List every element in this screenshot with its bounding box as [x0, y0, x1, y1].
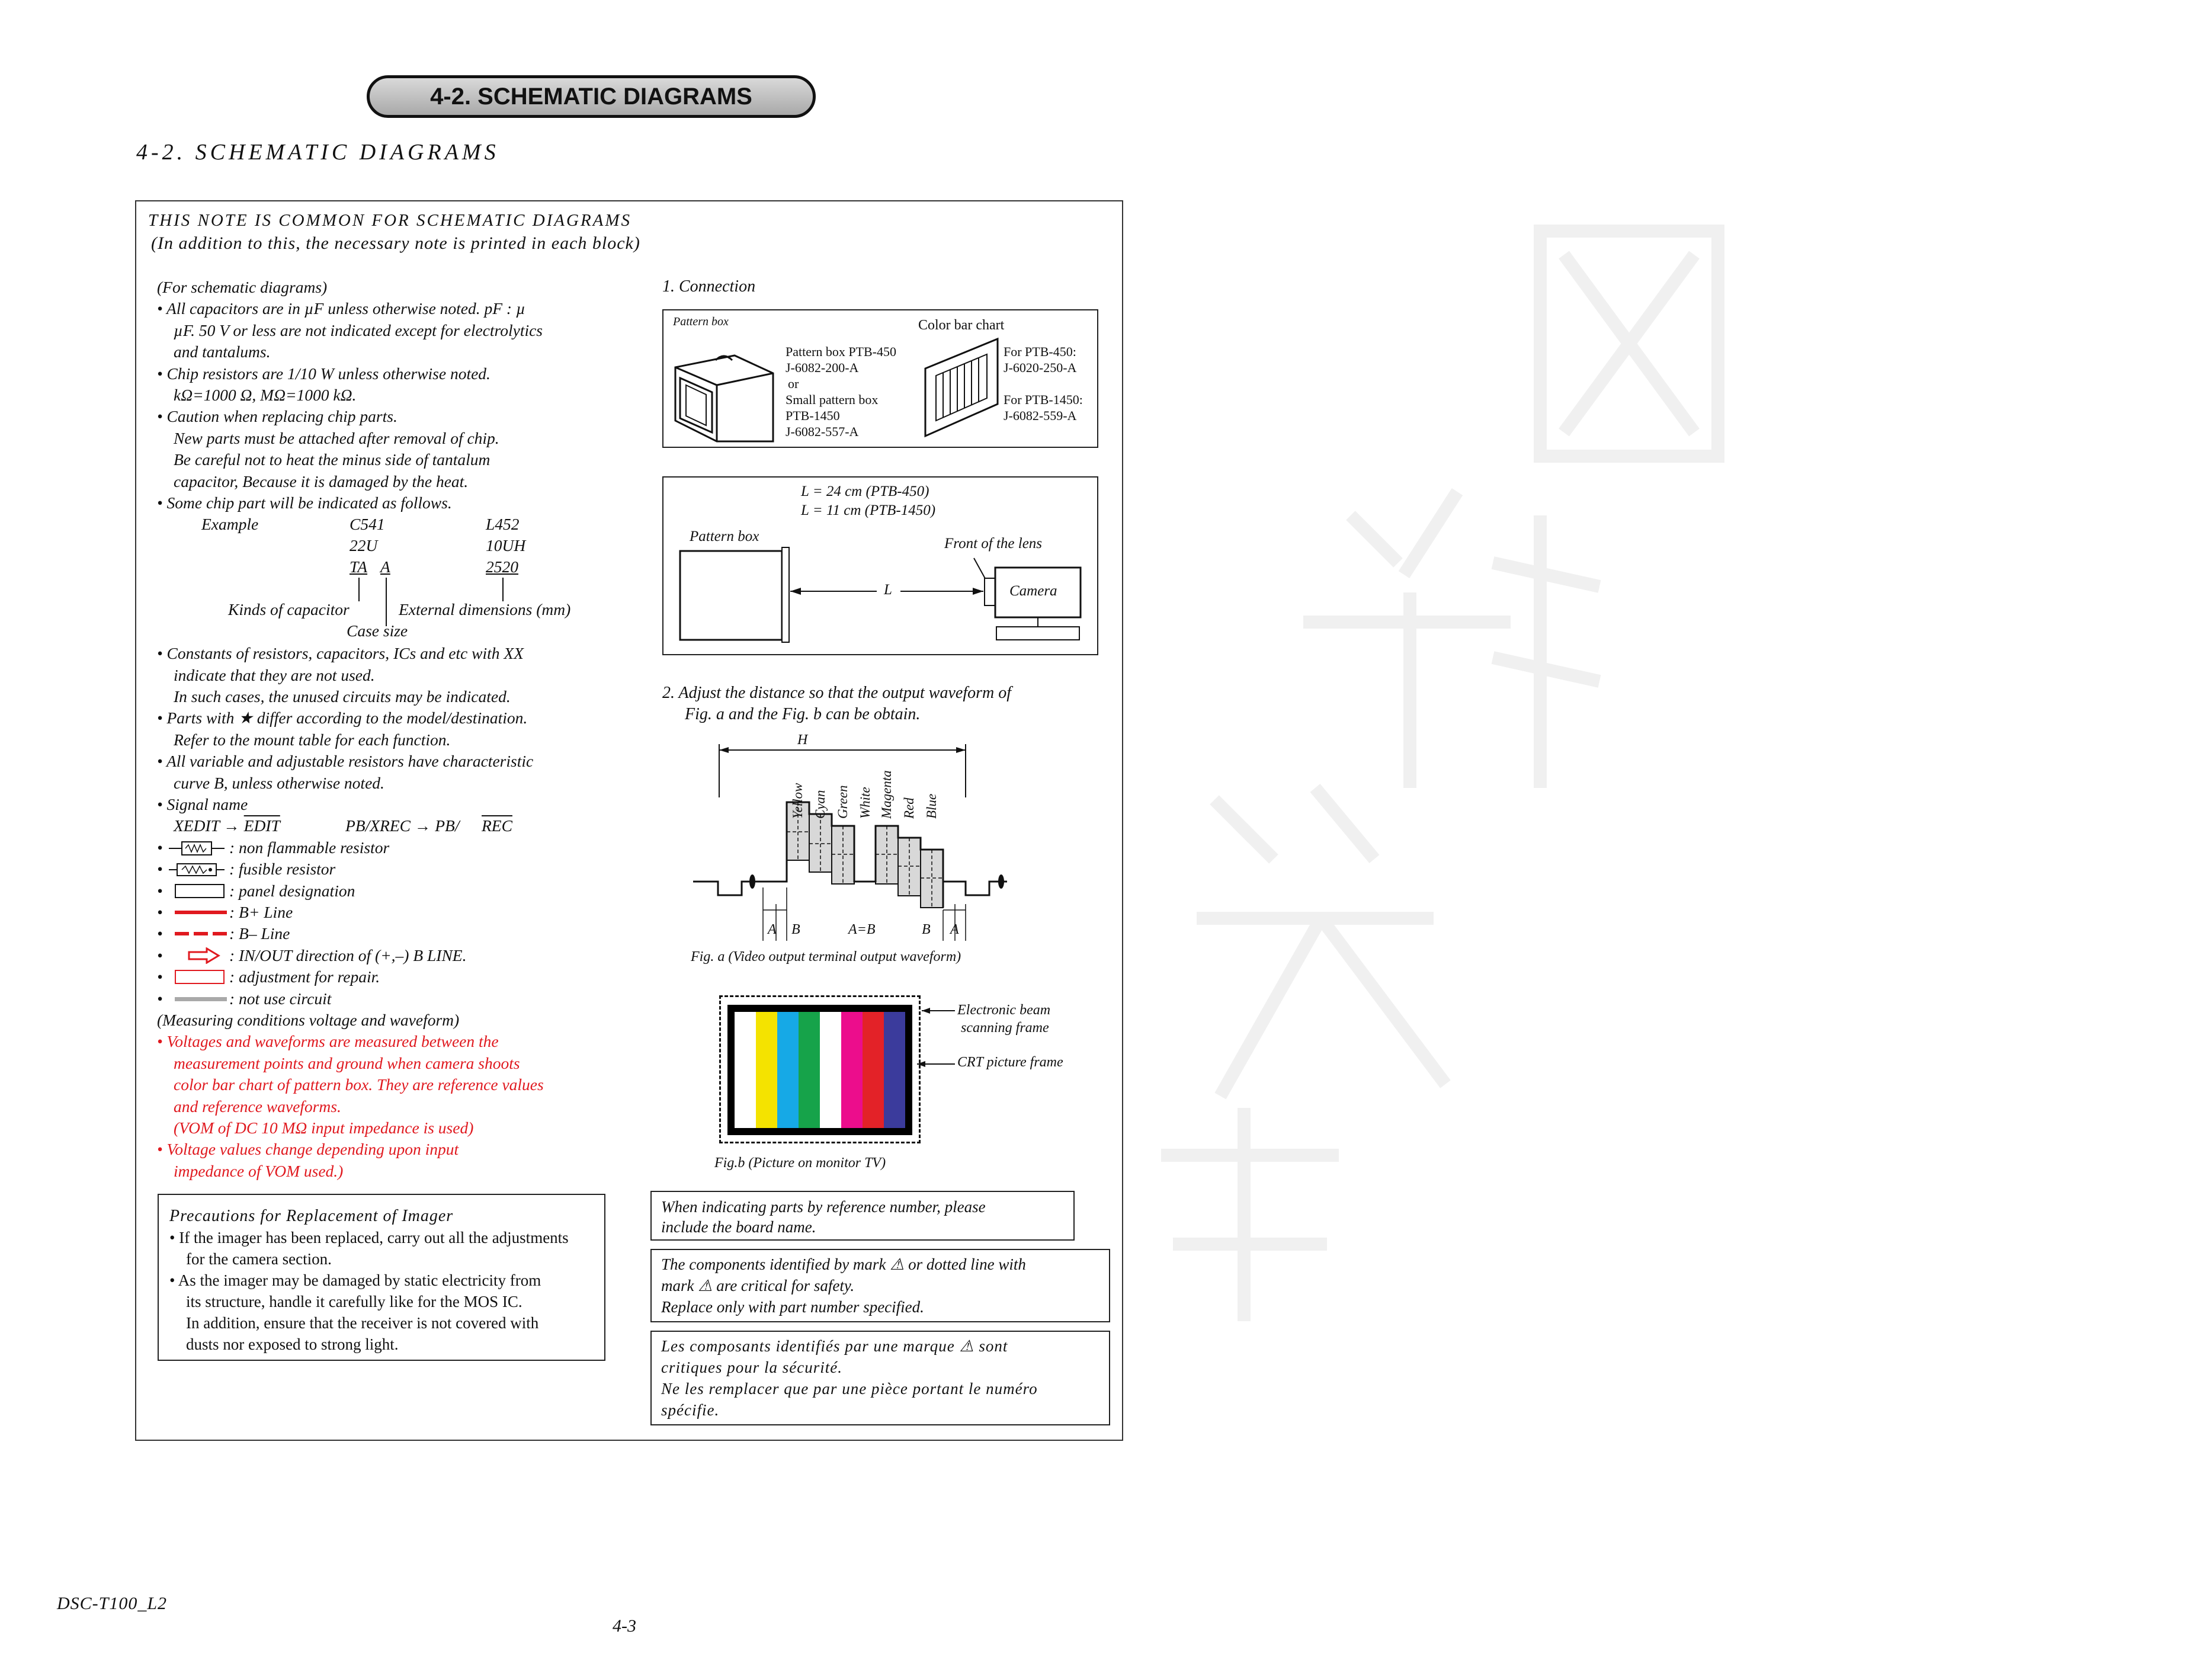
note-line: • Parts with ★ differ according to the model/destination. — [157, 709, 528, 728]
common-note-subheading: (In addition to this, the necessary note is printed in each block) — [151, 233, 640, 253]
precaution-line: • If the imager has been replaced, carry out all the adjustments — [169, 1229, 569, 1247]
note-line: Be careful not to heat the minus side of tantalum — [174, 450, 491, 469]
waveform-A-eq-B: A=B — [848, 922, 876, 937]
legend-fusible: • : fusible resistor — [157, 858, 607, 880]
not-use-line-icon — [175, 997, 227, 1001]
waveform-H-label: H — [797, 732, 808, 748]
adjustment-box-icon — [175, 970, 225, 984]
measuring-conditions-title: (Measuring conditions voltage and waveform) — [157, 1010, 460, 1029]
fig-b-caption: Fig.b (Picture on monitor TV) — [714, 1155, 886, 1171]
waveform-B-left: B — [791, 922, 800, 937]
waveform-color-label: Magenta — [879, 770, 894, 819]
safety-note-french — [650, 1331, 1110, 1425]
nonflammable-resistor-icon — [169, 841, 225, 856]
bplus-line-icon — [175, 911, 227, 914]
pattern-box-icon — [669, 332, 782, 444]
inout-arrow-icon — [187, 947, 222, 964]
waveform-color-label: White — [858, 787, 873, 819]
color-bar-line: J-6020-250-A — [1004, 360, 1077, 375]
example-2520: 2520 — [486, 557, 518, 576]
color-stripe — [884, 1012, 905, 1128]
common-note-heading: THIS NOTE IS COMMON FOR SCHEMATIC DIAGRAMS — [148, 211, 632, 230]
red-note-line: color bar chart of pattern box. They are reference values — [174, 1075, 544, 1094]
waveform-A-left: A — [768, 922, 777, 937]
beam-frame-line: Electronic beam — [957, 1002, 1051, 1018]
color-bar-caption: Color bar chart — [918, 318, 1005, 333]
color-stripe — [799, 1012, 820, 1128]
note-line: Replace only with part number specified. — [661, 1298, 924, 1316]
signal-edit-bar: EDIT — [243, 816, 280, 835]
pattern-box-line: J-6082-200-A — [786, 360, 859, 375]
color-bar-line: For PTB-450: — [1004, 344, 1076, 359]
connection-heading: 1. Connection — [662, 277, 756, 296]
chip-part-example — [157, 514, 607, 643]
red-note-line: • Voltages and waveforms are measured between the — [157, 1032, 499, 1051]
color-stripe — [735, 1012, 756, 1128]
note-line: • All capacitors are in µF unless otherwise noted. pF : µ — [157, 299, 525, 318]
distance-L-label: L — [884, 582, 892, 598]
waveform-color-label: Blue — [924, 793, 939, 819]
pattern-box-line: J-6082-557-A — [786, 424, 859, 439]
waveform-color-label: Green — [835, 785, 850, 819]
safety-note-english — [650, 1249, 1110, 1322]
waveform-B-right: B — [922, 922, 931, 937]
waveform-color-labels — [784, 754, 962, 825]
adjust-step-line2: Fig. a and the Fig. b can be obtain. — [685, 705, 921, 723]
legend-text: : B– Line — [229, 924, 290, 943]
note-line: • Signal name — [157, 795, 248, 814]
example-22u: 22U — [350, 536, 378, 555]
pattern-box-models — [786, 344, 896, 440]
waveform-color-label: Yellow — [790, 783, 805, 819]
case-size-label: Case size — [347, 621, 408, 640]
note-line: include the board name. — [661, 1218, 816, 1236]
example-ta: TA — [350, 557, 368, 576]
precaution-line: for the camera section. — [186, 1250, 332, 1268]
model-footer: DSC-T100_L2 — [57, 1594, 168, 1613]
legend-text: : adjustment for repair. — [229, 967, 380, 986]
color-bar-chart-icon — [921, 334, 1004, 441]
note-line: The components identified by mark ⚠ or dotted line with — [661, 1255, 1026, 1273]
watermark-graphic — [1126, 207, 1777, 1333]
legend-adjustment: • : adjustment for repair. — [157, 966, 607, 988]
legend-notuse: • : not use circuit — [157, 988, 607, 1010]
crt-frame-label: CRT picture frame — [957, 1055, 1063, 1070]
precautions-title: Precautions for Replacement of Imager — [169, 1207, 454, 1225]
legend-nonflammable: • : non flammable resistor — [157, 837, 607, 858]
pattern-box-line: or — [788, 376, 799, 391]
signal-name-example — [157, 815, 607, 837]
waveform-color-label: Red — [902, 797, 916, 819]
pattern-box-label: Pattern box — [690, 528, 759, 544]
example-c541: C541 — [350, 515, 385, 534]
pattern-box-line: Pattern box PTB-450 — [786, 344, 896, 359]
note-line: and tantalums. — [174, 342, 271, 361]
legend-text: : IN/OUT direction of (+,–) B LINE. — [229, 946, 467, 965]
legend-text: : fusible resistor — [229, 860, 336, 879]
note-line: • Constants of resistors, capacitors, ICs and etc with XX — [157, 644, 524, 663]
section-banner: 4-2. SCHEMATIC DIAGRAMS — [367, 75, 816, 118]
signal-xedit: XEDIT → — [174, 816, 244, 835]
left-notes-column — [157, 277, 607, 1182]
precaution-line: In addition, ensure that the receiver is not covered with — [186, 1314, 539, 1332]
note-line: indicate that they are not used. — [174, 665, 375, 684]
color-bar-models — [1004, 344, 1083, 424]
note-line: In such cases, the unused circuits may be indicated. — [174, 687, 511, 706]
pattern-box-line: PTB-1450 — [786, 408, 840, 423]
color-bar-line: J-6082-559-A — [1004, 408, 1077, 423]
note-line: New parts must be attached after removal of chip. — [174, 428, 499, 447]
precaution-line: • As the imager may be damaged by static electricity from — [169, 1271, 541, 1289]
legend-bminus: • : B– Line — [157, 923, 607, 944]
camera-label: Camera — [1009, 583, 1057, 599]
note-line: Refer to the mount table for each function. — [174, 730, 451, 749]
red-note-line: measurement points and ground when camera shoots — [174, 1053, 520, 1072]
note-line: curve B, unless otherwise noted. — [174, 773, 384, 792]
kinds-of-capacitor-label: Kinds of capacitor — [228, 600, 350, 619]
legend-inout: • : IN/OUT direction of (+,–) B LINE. — [157, 945, 607, 966]
reference-number-note — [650, 1191, 1075, 1241]
example-label: Example — [201, 515, 259, 534]
color-stripe — [863, 1012, 884, 1128]
example-l452: L452 — [486, 515, 520, 534]
note-line: • All variable and adjustable resistors have characteristic — [157, 752, 534, 771]
section-subtitle: 4-2. SCHEMATIC DIAGRAMS — [136, 140, 499, 165]
precaution-line: its structure, handle it carefully like for the MOS IC. — [186, 1293, 522, 1310]
precautions-box — [158, 1194, 605, 1361]
legend-text: : B+ Line — [229, 902, 293, 921]
note-line: µF. 50 V or less are not indicated except for electrolytics — [174, 321, 543, 339]
legend-text: : panel designation — [229, 881, 355, 900]
note-line: • Some chip part will be indicated as follows. — [157, 493, 452, 512]
monitor-leader-lines — [917, 1001, 960, 1072]
front-of-lens-label: Front of the lens — [944, 536, 1043, 552]
red-note-line: (VOM of DC 10 MΩ input impedance is used) — [174, 1118, 474, 1137]
red-note-line: and reference waveforms. — [174, 1097, 341, 1116]
note-line: • Chip resistors are 1/10 W unless otherwise noted. — [157, 364, 491, 383]
legend-bplus: • : B+ Line — [157, 902, 607, 923]
note-line: • Caution when replacing chip parts. — [157, 407, 397, 426]
example-a: A — [380, 557, 390, 576]
color-stripe — [820, 1012, 841, 1128]
red-note-line: impedance of VOM used.) — [174, 1161, 344, 1180]
bminus-line-icon — [175, 932, 227, 935]
schematic-notes-title: (For schematic diagrams) — [157, 278, 328, 296]
signal-rec-bar: $\overline{REC}$ — [482, 816, 512, 835]
fig-a-caption: Fig. a (Video output terminal output waveform) — [691, 949, 961, 965]
page-number: 4-3 — [613, 1616, 636, 1636]
note-line: capacitor, Because it is damaged by the heat. — [174, 472, 469, 491]
adjust-step-line1: 2. Adjust the distance so that the output waveform of — [662, 684, 1011, 702]
pattern-box-caption: Pattern box — [673, 315, 729, 328]
distance-drawing — [663, 478, 1099, 656]
precaution-line: dusts nor exposed to strong light. — [186, 1335, 399, 1353]
note-line: kΩ=1000 Ω, MΩ=1000 kΩ. — [174, 385, 357, 404]
example-10uh: 10UH — [486, 536, 526, 555]
note-line: When indicating parts by reference number, please — [661, 1198, 986, 1216]
beam-frame-line: scanning frame — [961, 1020, 1049, 1036]
crt-picture-frame — [727, 1005, 912, 1135]
color-bar-stripes — [735, 1012, 905, 1128]
waveform-A-right: A — [950, 922, 959, 937]
color-stripe — [841, 1012, 863, 1128]
red-note-line: • Voltage values change depending upon input — [157, 1140, 459, 1159]
beam-frame-label — [957, 1001, 1050, 1037]
legend-panel: • : panel designation — [157, 880, 607, 902]
connection-diagram-box — [662, 309, 1098, 448]
distance-diagram-box — [662, 476, 1098, 655]
distance-ptb450: L = 24 cm (PTB-450) — [801, 483, 929, 499]
note-line: mark ⚠ are critical for safety. — [661, 1277, 855, 1294]
signal-pbxrec: PB/XREC → PB/ — [345, 816, 460, 835]
note-line: Ne les remplacer que par une pièce portant le numéro — [661, 1380, 1038, 1398]
note-line: critiques pour la sécurité. — [661, 1358, 842, 1376]
legend-text: : not use circuit — [229, 989, 332, 1008]
note-line: spécifie. — [661, 1401, 720, 1419]
color-stripe — [756, 1012, 777, 1128]
fusible-resistor-icon — [169, 862, 225, 877]
legend-text: : non flammable resistor — [229, 838, 390, 857]
color-stripe — [777, 1012, 799, 1128]
pattern-box-line: Small pattern box — [786, 392, 879, 407]
note-line: Les composants identifiés par une marque ⚠ sont — [661, 1337, 1008, 1355]
color-bar-line: For PTB-1450: — [1004, 392, 1083, 407]
external-dimensions-label: External dimensions (mm) — [399, 600, 571, 619]
panel-designation-icon — [175, 884, 225, 898]
waveform-color-label: Cyan — [813, 790, 828, 819]
distance-ptb1450: L = 11 cm (PTB-1450) — [801, 502, 936, 518]
